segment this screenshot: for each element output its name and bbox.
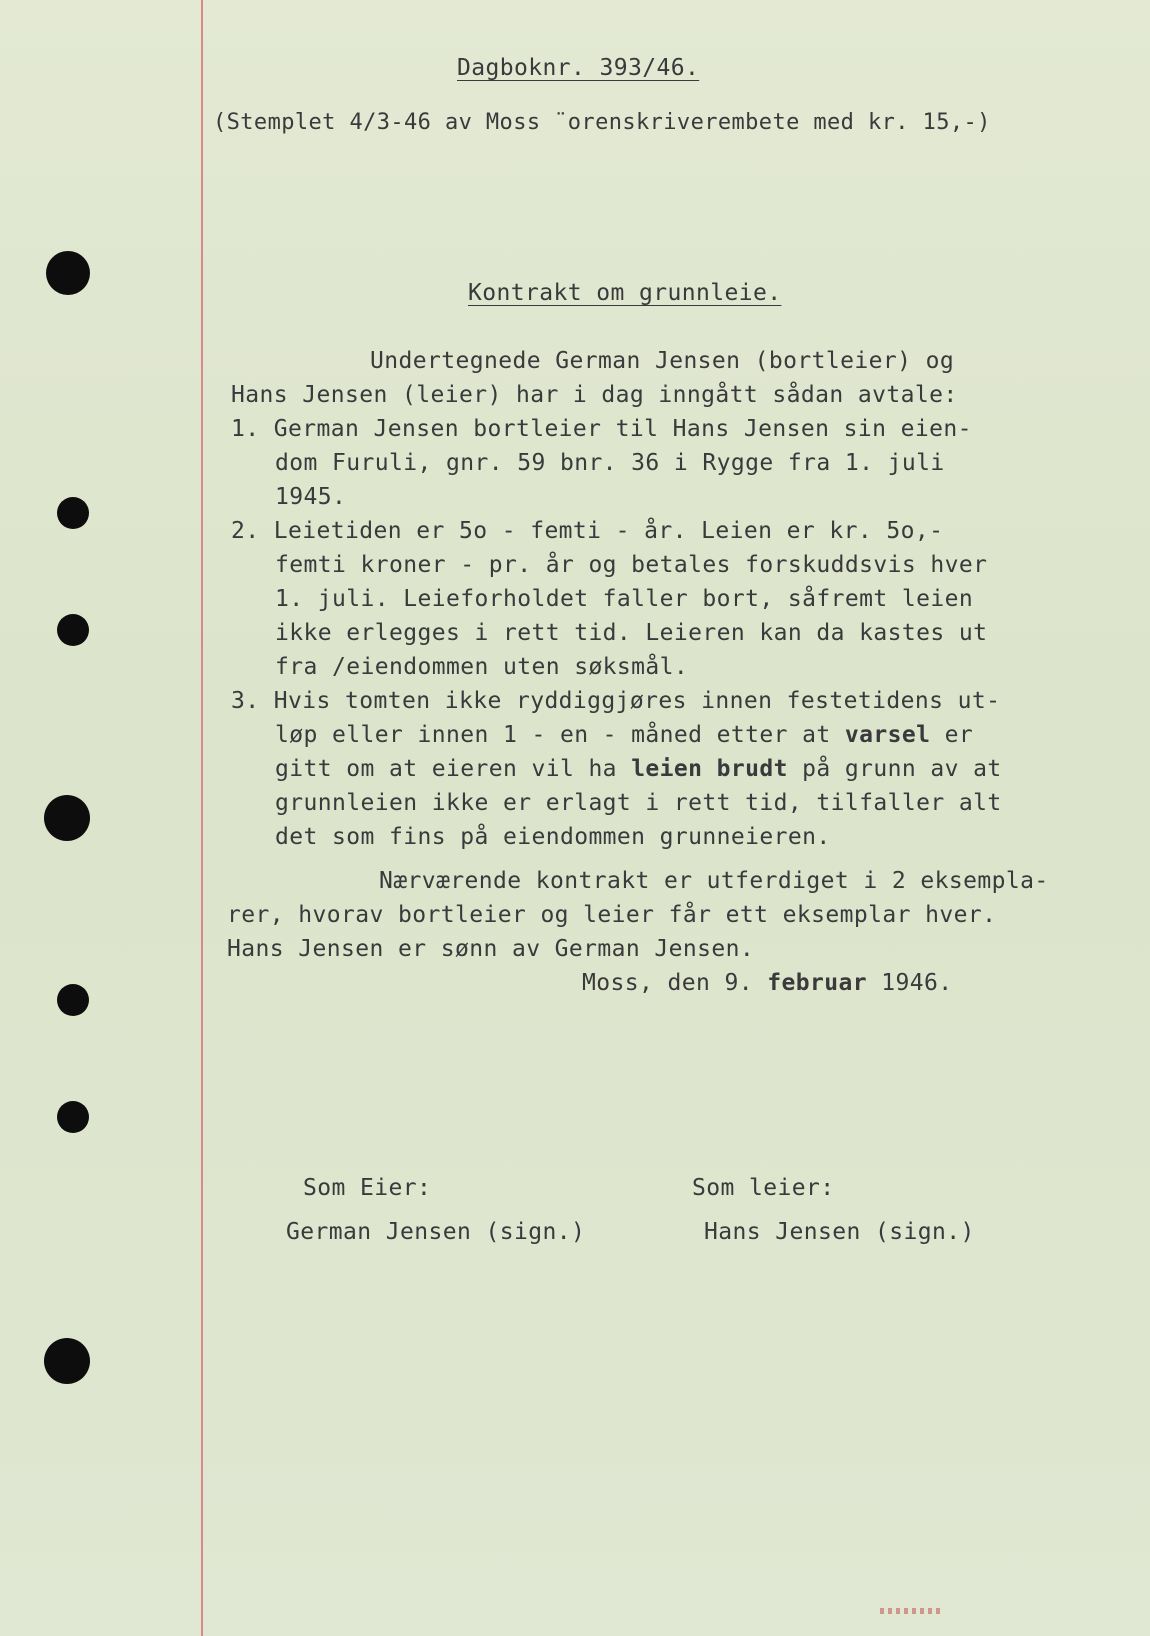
owner-signature: German Jensen (sign.) — [286, 1219, 586, 1245]
punch-hole — [57, 497, 89, 529]
punch-hole — [57, 614, 89, 646]
closing-line-3: Hans Jensen er sønn av German Jensen. — [227, 936, 755, 962]
punch-hole — [44, 795, 90, 841]
clause-3-line-4: grunnleien ikke er erlagt i rett tid, tilfaller alt — [275, 790, 1002, 816]
stamp-mark — [880, 1608, 940, 1614]
owner-label: Som Eier: — [303, 1175, 432, 1201]
clause-2-line-5: fra /eiendommen uten søksmål. — [275, 654, 689, 680]
dagboknr: Dagboknr. 393/46. — [457, 55, 700, 81]
closing-line-2: rer, hvorav bortleier og leier får ett eksemplar hver. — [227, 902, 997, 928]
intro-line-2: Hans Jensen (leier) har i dag inngått sådan avtale: — [231, 382, 958, 408]
clause-3-line-1: 3. Hvis tomten ikke ryddiggjøres innen festetidens ut- — [231, 688, 1001, 714]
clause-1-line-3: 1945. — [275, 484, 347, 510]
punch-hole — [57, 984, 89, 1016]
clause-2-line-4: ikke erlegges i rett tid. Leieren kan da kastes ut — [275, 620, 988, 646]
clause-3-text: gitt om at eieren vil ha — [275, 756, 632, 782]
tenant-signature: Hans Jensen (sign.) — [704, 1219, 975, 1245]
place-date-month: februar — [767, 970, 867, 996]
intro-line-1: Undertegnede German Jensen (bortleier) og — [370, 348, 955, 374]
clause-3-bold-word: leien brudt — [631, 756, 788, 782]
margin-line — [201, 0, 203, 1636]
clause-3-line-3 — [275, 752, 1002, 786]
punch-hole — [46, 251, 90, 295]
clause-3-line-5: det som fins på eiendommen grunneieren. — [275, 824, 831, 850]
clause-3-text: løp eller innen 1 - en - måned etter at — [275, 722, 845, 748]
clause-1-line-2: dom Furuli, gnr. 59 bnr. 36 i Rygge fra 1. juli — [275, 450, 945, 476]
clause-3-bold-word: varsel — [844, 722, 931, 748]
clause-3-text: på grunn av at — [787, 756, 1002, 782]
clause-3-line-2 — [275, 718, 973, 752]
place-date-text: 1946. — [866, 970, 953, 996]
clause-2-line-1: 2. Leietiden er 5o - femti - år. Leien er kr. 5o,- — [231, 518, 944, 544]
tenant-label: Som leier: — [692, 1175, 835, 1201]
contract-title: Kontrakt om grunnleie. — [468, 280, 782, 306]
stamp-note: (Stemplet 4/3-46 av Moss ¨orenskriverembete med kr. 15,-) — [213, 110, 991, 135]
closing-line-1: Nærværende kontrakt er utferdiget i 2 eksempla- — [379, 868, 1049, 894]
punch-hole — [44, 1338, 90, 1384]
clause-1-line-1: 1. German Jensen bortleier til Hans Jensen sin eien- — [231, 416, 972, 442]
clause-3-text: er — [930, 722, 974, 748]
clause-2-line-3: 1. juli. Leieforholdet faller bort, såfremt leien — [275, 586, 974, 612]
clause-2-line-2: femti kroner - pr. år og betales forskuddsvis hver — [275, 552, 988, 578]
punch-hole — [57, 1101, 89, 1133]
place-date-text: Moss, den 9. — [582, 970, 768, 996]
place-date — [582, 966, 952, 1000]
